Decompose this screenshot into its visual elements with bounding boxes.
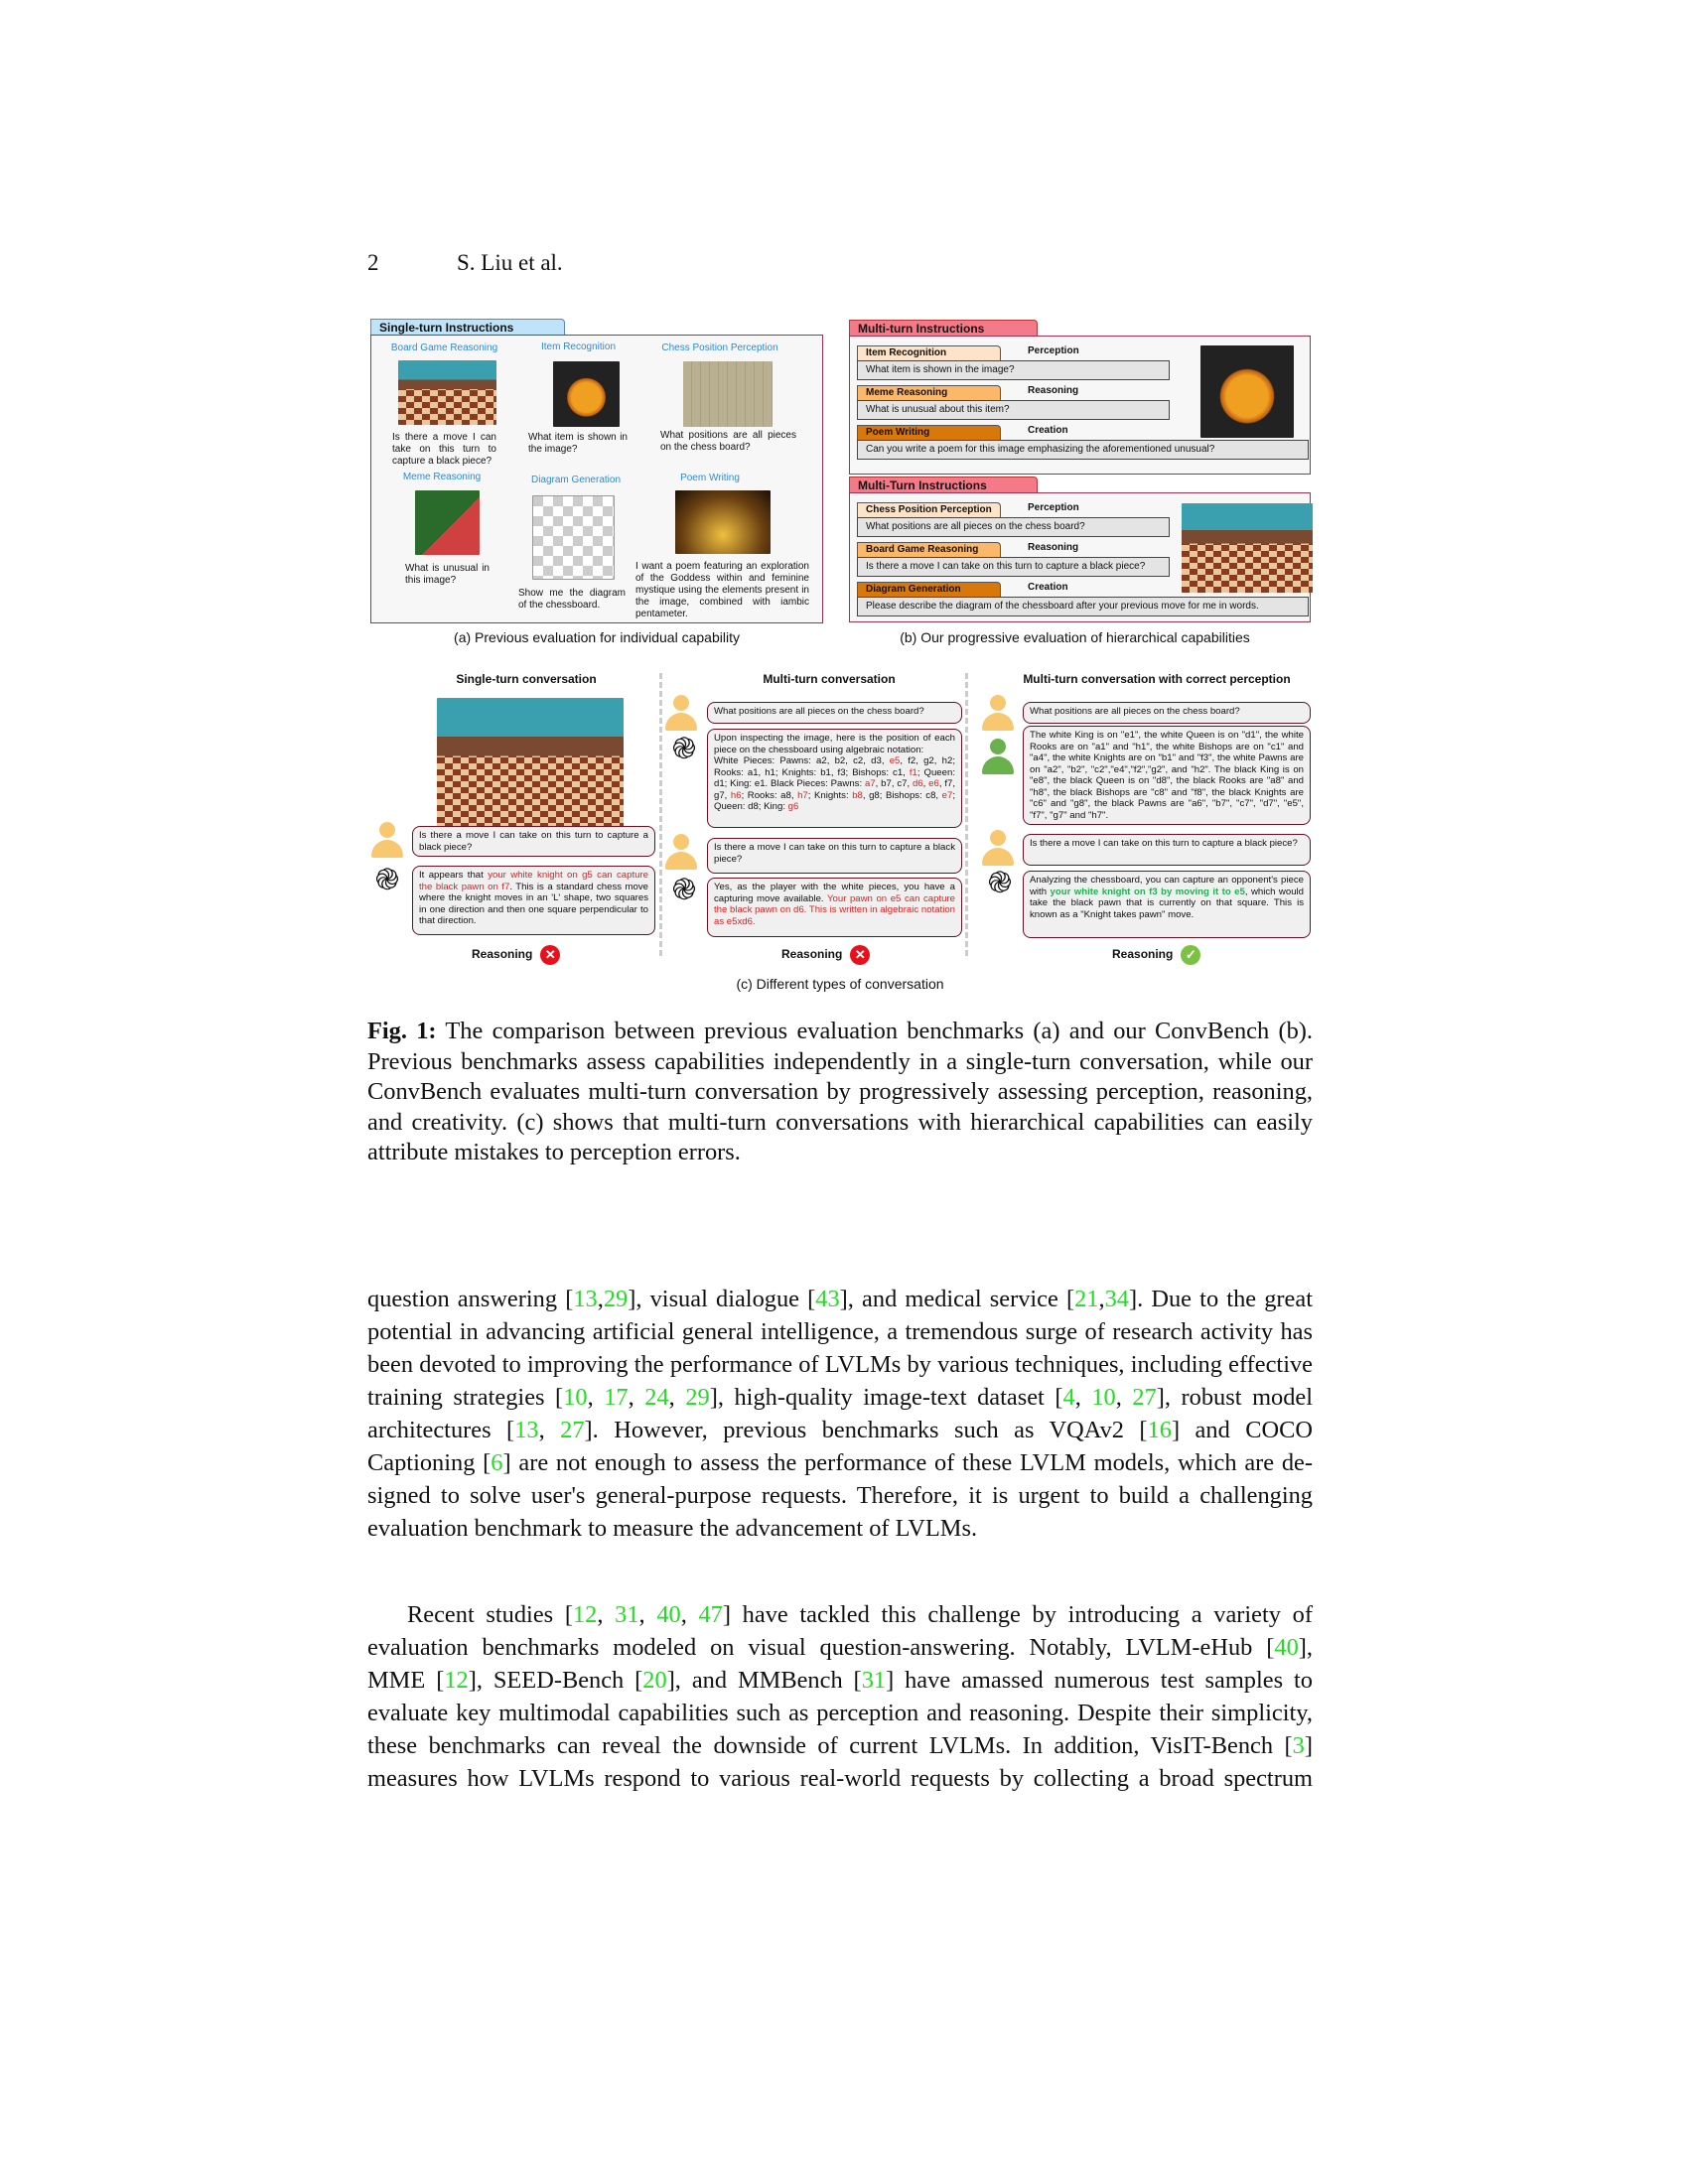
text-span: , [922,778,929,789]
task-label: Chess Position Perception [661,342,778,353]
citation-link[interactable]: 31 [861,1667,887,1694]
text-span: Yes, as the player with the white pieces, you have a capturing move available. [714,882,955,904]
user-head [990,830,1006,846]
highlighted-text: f1 [909,766,917,778]
citation-link[interactable]: 16 [1147,1417,1172,1443]
text-span: ], robust model architectures [ [367,1384,1314,1443]
result-text: Reasoning [472,947,533,962]
text-span: ], SEED-Bench [ [468,1667,643,1694]
question-box: Is there a move I can take on this turn to capture a black piece? [857,557,1170,577]
chat-bubble [707,878,962,937]
text-span: , [1115,1384,1133,1411]
text-span: ] have tackled this challenge by introducing a variety of evaluation benchmarks modeled on visual question-answering. Notably, LVLM-eHub [ [367,1601,1313,1661]
user-head [379,822,395,838]
highlighted-text: h6 [730,789,742,801]
task-label: Board Game Reasoning [857,542,1001,557]
text-span: ] have amassed numerous test samples to evaluate key multimodal capabilities such as perception and reasoning. Despite their simplicity, these benchmarks can reveal the downside of current LVLMs. In addition, VisIT-Bench [ [367,1667,1313,1759]
divider [659,673,662,956]
silhouette-image [675,490,771,554]
citation-link[interactable]: 17 [604,1384,629,1411]
citation-link[interactable]: 43 [815,1286,840,1312]
text-span: , g8; Bishops: c8, [862,789,942,801]
user-icon [980,830,1016,868]
user-body [982,848,1014,866]
text-span: ], and medical service [ [839,1286,1075,1312]
result-text: Reasoning [781,947,843,962]
question-box: Can you write a poem for this image emphasizing the aforementioned unusual? [857,440,1309,460]
capability-label: Creation [1028,425,1068,436]
task-label: Poem Writing [680,473,740,483]
body-paragraph [367,1283,1313,1545]
citation-link[interactable]: 3 [1292,1732,1305,1759]
capability-label: Perception [1028,502,1079,513]
text-span: , [680,1601,699,1628]
capability-label: Creation [1028,582,1068,593]
user-body [982,756,1014,774]
chatgpt-icon: ֎ [987,867,1013,899]
text-span: , [597,1286,604,1312]
chat-bubble: What positions are all pieces on the chess board? [707,702,962,724]
task-question: What item is shown in the image? [528,432,628,455]
citation-link[interactable]: 27 [1132,1384,1157,1411]
text-span: , [668,1384,686,1411]
cross-icon: ✕ [850,945,870,965]
chat-bubble: What positions are all pieces on the chess board? [1023,702,1311,724]
task-label: Poem Writing [857,425,1001,440]
citation-link[interactable]: 27 [560,1417,585,1443]
task-label: Chess Position Perception [857,502,1001,517]
chessboard-photo [398,360,496,425]
user-head [990,695,1006,711]
chatgpt-icon: ֎ [671,733,697,765]
chessboard-photo [1182,503,1313,593]
highlighted-text: Your pawn on e5 can capture the black pawn on d6. This is written in algebraic notation as e5xd6. [714,892,956,927]
highlighted-text: a7 [864,778,876,789]
user-head [673,834,689,850]
text-span: ; Queen: d8; King: [714,789,955,812]
chess-diagram-image [683,361,773,427]
cross-icon: ✕ [540,945,560,965]
citation-link[interactable]: 13 [514,1417,539,1443]
text-span: ; Knights: [807,789,853,801]
user-icon [980,739,1016,776]
watermelon-cube-image [415,490,480,555]
chat-bubble: Is there a move I can take on this turn to capture a black piece? [412,826,655,857]
text-span: ; Queen: d1; King: e1. Black Pieces: Pawns: [714,766,955,789]
text-span: , [638,1601,657,1628]
task-question: I want a poem featuring an exploration of the Goddess within and feminine mystique using the elements present in the image, combined with iambic pentameter. [635,561,809,619]
citation-link[interactable]: 31 [615,1601,639,1628]
text-span: It appears that [419,870,489,881]
highlighted-text: e7 [941,789,953,801]
text-span: , [597,1601,616,1628]
text-span: ]. Due to the great potential in advancing artificial general intelligence, a tremendous surge of research activity has been devoted to improving the performance of LVLMs by various techniques, including effective training strategies [ [367,1286,1313,1411]
caption-c: (c) Different types of conversation [736,976,944,992]
chatgpt-icon: ֎ [671,874,697,906]
pumpkin-image [553,361,620,427]
user-icon [663,695,699,733]
result-text: Reasoning [1112,947,1174,962]
citation-link[interactable]: 29 [603,1286,629,1312]
citation-link[interactable]: 20 [642,1667,667,1694]
citation-link[interactable]: 10 [1091,1384,1116,1411]
text-span: , [1074,1384,1092,1411]
single-turn-title: Single-turn Instructions [370,319,565,336]
highlighted-text: h7 [797,789,808,801]
highlighted-text: b8 [852,789,863,801]
text-span: ] measures how LVLMs respond to various real-world requests by collecting a broad spectrum [367,1732,1313,1792]
capability-label: Reasoning [1028,385,1079,396]
citation-link[interactable]: 34 [1104,1286,1129,1312]
text-span: , which would take the black pawn that is currently on that square. This is known as a "Knight takes pawn" move. [1030,886,1304,920]
task-question: Show me the diagram of the chessboard. [518,588,626,611]
task-question: What is unusual in this image? [405,563,490,586]
text-span: ], and MMBench [ [666,1667,862,1694]
caption-b: (b) Our progressive evaluation of hierarchical capabilities [900,629,1250,645]
user-head [673,695,689,711]
task-question: What positions are all pieces on the chess board? [660,430,796,453]
question-box: Please describe the diagram of the chessboard after your previous move for me in words. [857,597,1309,616]
page-number: 2 [367,250,379,275]
citation-link[interactable]: 12 [572,1601,598,1628]
body-paragraph [367,1598,1313,1795]
pumpkin-image [1200,345,1294,438]
user-body [371,840,403,858]
task-label: Item Recognition [857,345,1001,360]
text-span: ], high-quality image-text dataset [ [709,1384,1063,1411]
chat-bubble [707,729,962,828]
text-span: ] and COCO Captioning [ [367,1417,1313,1476]
text-span: The white King is on "e1", the white Queen is on "d1", the white Rooks are on "a1" and "h1", the white Bishops are on "c1" and "a4", the white Knights are on "b1" and "f3", the white Pawns are on "a2", "b2", "c2","e4","f2","g2", and "h2". The black King is on "e8", the black Queen is on "d8", the black Rooks are "a8" and "h8", the black Bishops are "c8" and "f8", the black Knights are "c6" and "g8", the black Pawns are "a6", "b7", "c7", "d7", "e5", "f7", "g7" and "h7". [1030,730,1304,821]
chat-bubble [1023,726,1311,825]
text-span: ], MME [ [367,1634,1313,1694]
highlighted-text: your white knight on g5 can capture the black pawn on f7 [419,870,649,892]
question-box: What is unusual about this item? [857,400,1170,420]
question-box: What item is shown in the image? [857,360,1170,380]
user-body [982,713,1014,731]
text-span: , b7, c7, [875,778,913,789]
column-title: Multi-turn conversation with correct perception [1023,672,1291,686]
text-span: ; Rooks: a8, [741,789,798,801]
citation-link[interactable]: 4 [1062,1384,1075,1411]
check-icon: ✓ [1181,945,1200,965]
figure-caption [367,1017,1313,1168]
text-span: ] are not enough to assess the performance of these LVLM models, which are designed to solve user's general-purpose requests. Therefore, it is urgent to build a challenging evaluation benchmark to measure the advancement of LVLMs. [367,1449,1313,1542]
task-label: Meme Reasoning [857,385,1001,400]
question-box: What positions are all pieces on the chess board? [857,517,1170,537]
text-span: , f7, g7, [714,778,956,801]
text-span: . This is a standard chess move where the knight moves in an 'L' shape, two squares in one direction and then one square perpendicular to that direction. [419,881,648,926]
text-span: , [628,1384,645,1411]
chat-bubble [412,866,655,935]
running-header-authors: S. Liu et al. [457,250,563,275]
citation-link[interactable]: 47 [698,1601,723,1628]
citation-link[interactable]: 6 [491,1449,503,1476]
citation-link[interactable]: 12 [444,1667,469,1694]
result-label [1112,945,1200,965]
text-span: , f2, g2, h2; Rooks: a1, h1; Knights: b1, f3; Bishops: c1, [714,755,955,778]
text-span: question answering [ [367,1286,574,1312]
result-label [472,945,560,965]
user-head [990,739,1006,754]
task-question: Is there a move I can take on this turn to capture a black piece? [392,432,496,467]
capability-label: Reasoning [1028,542,1079,553]
user-icon [369,822,405,860]
chessboard-photo [437,698,624,827]
user-body [665,713,697,731]
divider [965,673,968,956]
user-icon [663,834,699,872]
text-span: Analyzing the chessboard, you can capture an opponent's piece with [1030,875,1304,897]
text-span: Upon inspecting the image, here is the position of each piece on the chessboard using algebraic notation: White Pieces: Pawns: a2, b2, c2, d3, [714,733,955,766]
chat-bubble [1023,871,1311,938]
multi-turn-title: Multi-turn Instructions [849,320,1038,337]
citation-link[interactable]: 21 [1074,1286,1099,1312]
caption-a: (a) Previous evaluation for individual capability [454,629,740,645]
text-span: ]. However, previous benchmarks such as VQAv2 [ [584,1417,1148,1443]
text-span: , [587,1384,605,1411]
column-title: Single-turn conversation [456,672,597,686]
user-body [665,852,697,870]
task-label: Diagram Generation [857,582,1001,597]
text-span: , [538,1417,561,1443]
chess-diagram [532,495,615,580]
user-icon [980,695,1016,733]
text-span: ], visual dialogue [ [628,1286,816,1312]
highlighted-text: e6 [928,778,939,789]
highlighted-text: e5 [889,755,901,766]
citation-link[interactable]: 24 [644,1384,669,1411]
chat-bubble: Is there a move I can take on this turn to capture a black piece? [1023,834,1311,866]
highlighted-text: g6 [787,801,799,812]
figure-label: Fig. 1: [367,1018,437,1044]
highlighted-text: d6 [912,778,923,789]
citation-link[interactable]: 40 [1274,1634,1299,1661]
chatgpt-icon: ֎ [374,864,400,896]
task-label: Item Recognition [540,341,617,352]
citation-link[interactable]: 13 [573,1286,598,1312]
task-label: Board Game Reasoning [390,342,498,353]
chat-bubble: Is there a move I can take on this turn to capture a black piece? [707,838,962,874]
citation-link[interactable]: 29 [685,1384,710,1411]
result-label [781,945,870,965]
citation-link[interactable]: 10 [563,1384,588,1411]
citation-link[interactable]: 40 [656,1601,681,1628]
highlighted-text: your white knight on f3 by moving it to e5 [1050,886,1245,897]
task-label: Meme Reasoning [402,472,482,482]
text-span: , [1098,1286,1105,1312]
column-title: Multi-turn conversation [763,672,896,686]
capability-label: Perception [1028,345,1079,356]
multi-turn-title: Multi-Turn Instructions [849,477,1038,493]
text-span: Recent studies [ [407,1601,573,1628]
figure-caption-text: The comparison between previous evaluation benchmarks (a) and our ConvBench (b). Previous benchmarks assess capabilities independently in a single-turn conversation, while our ConvBench evaluates multi-turn conversation by progressively assessing perception, reasoning, and creativity. (c) shows that multi-turn conversations with hierarchical capabilities can easily attribute mistakes to perception errors. [367,1018,1313,1165]
task-label: Diagram Generation [530,475,622,485]
